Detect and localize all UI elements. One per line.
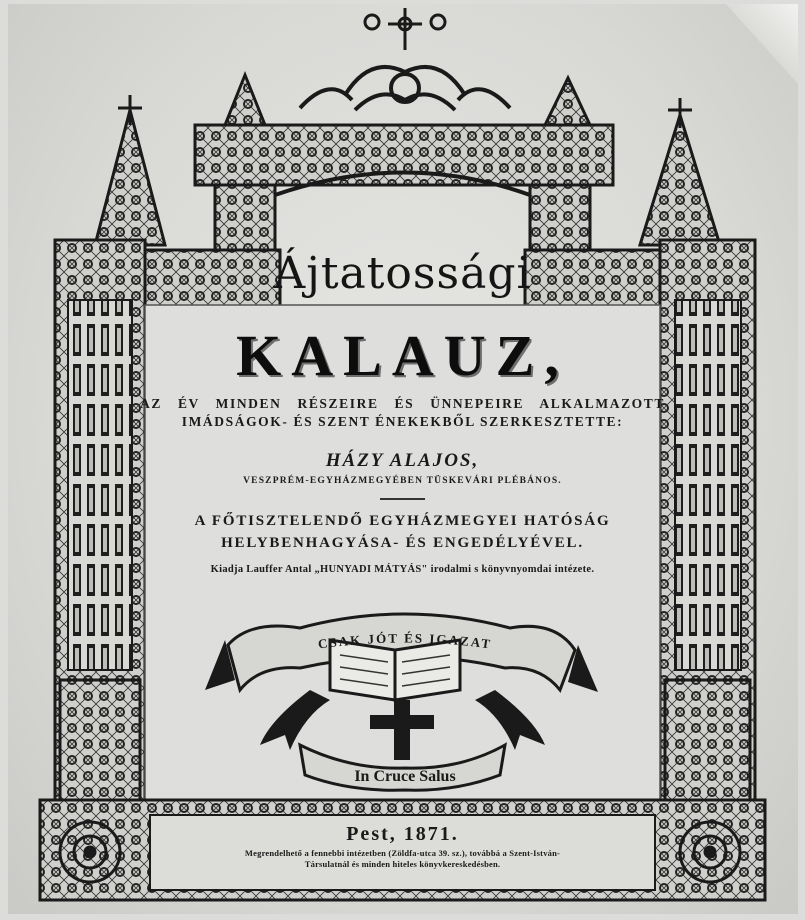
- emblem-motto: In Cruce Salus: [354, 768, 456, 785]
- open-book-icon: [330, 640, 460, 700]
- title-line-2: KALAUZ,: [236, 323, 569, 388]
- right-spire: [640, 98, 720, 245]
- author-title: VESZPRÉM-EGYHÁZMEGYÉBEN TÜSKEVÁRI PLÉBÁNOS.: [243, 476, 562, 486]
- approval-text: A FŐTISZTELENDŐ EGYHÁZMEGYEI HATÓSÁG HELYBENHAGYÁSA- ÉS ENGEDÉLYÉVEL.: [194, 513, 611, 551]
- imprint-place-date: Pest, 1871.: [346, 823, 459, 845]
- author-name: HÁZY ALAJOS,: [325, 450, 480, 471]
- left-spire: [95, 95, 165, 245]
- divider-rule: [380, 498, 425, 500]
- top-cross-ornament: [365, 8, 445, 50]
- title-line-1: Ájtatossági: [273, 248, 532, 299]
- emblem-banner-text: CSAK JÓT ÉS IGAZAT: [317, 630, 493, 652]
- imprint-details: Megrendelhető a fennebbi intézetben (Zöldfa-utca 39. sz.), továbbá a Szent-István-Társulatnál és minden hiteles könyvkereskedésben.: [244, 848, 561, 869]
- upper-lattice-band: [195, 125, 613, 185]
- subtitle: AZ ÉV MINDEN RÉSZEIRE ÉS ÜNNEPEIRE ALKALMAZOTT IMÁDSÁGOK- ÉS SZENT ÉNEKEKBŐL SZERKESZTETTE:: [140, 396, 665, 429]
- top-scrollwork: [300, 67, 510, 110]
- publisher-text: Kiadja Lauffer Antal „HUNYADI MÁTYÁS" irodalmi s könyvnyomdai intézete.: [210, 564, 595, 575]
